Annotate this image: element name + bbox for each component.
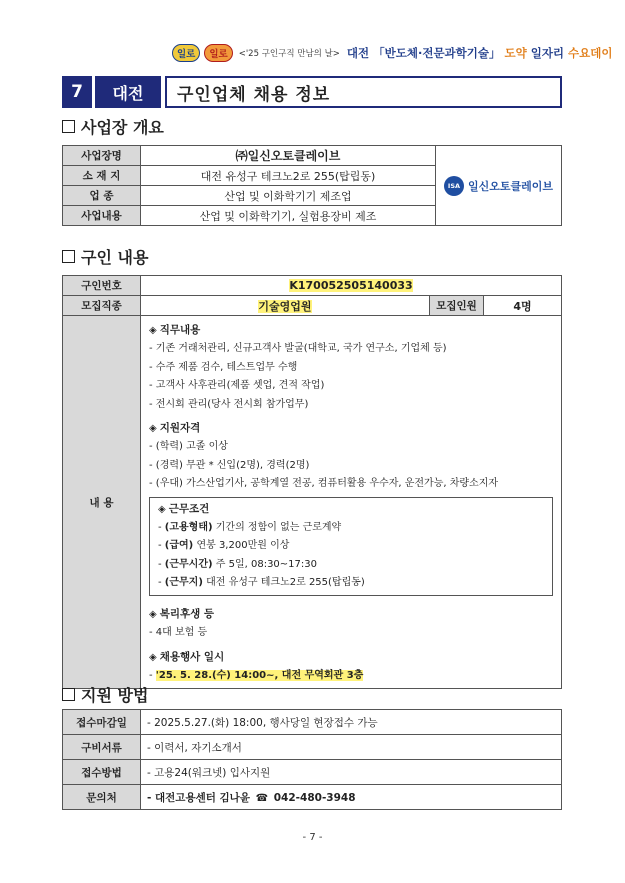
recruit-table [62,275,562,689]
cond-title: ◈ 근무조건 [158,502,210,515]
recruit-id-cell [141,276,562,296]
duty-item: - 기존 거래처관리, 신규고객사 발굴(대학교, 국가 연구소, 기업체 등) [149,343,447,355]
duty-item: - 수주 제품 검수, 테스트업무 수행 [149,361,298,373]
banner-title-part: 수요데이 [568,46,613,60]
welfare-item: - 4대 보험 등 [149,627,208,639]
recruit-id: K170052505140033 [289,279,413,292]
banner-title-part: 대전 [346,46,370,60]
overview-table [62,145,562,226]
contact-name: - 대전고용센터 김나윤 [147,791,250,804]
square-bullet-icon [62,250,75,263]
cond-item: - (급여) 연봉 3,200만원 이상 [158,540,290,552]
banner-badge-1: 일로 [172,44,200,62]
apply-label: 접수방법 [63,760,141,785]
cond-item: - (근무시간) 주 5일, 08:30~17:30 [158,558,317,570]
apply-heading [62,683,148,706]
section-number: 7 [62,76,92,108]
recruit-heading-text: 구인 내용 [81,248,149,267]
event-datetime: '25. 5. 28.(수) 14:00~, 대전 무역회관 3층 [155,669,364,681]
qual-title: ◈ 지원자격 [149,422,201,435]
square-bullet-icon [62,120,75,133]
company-logo [444,176,553,196]
overview-label: 사업내용 [63,206,141,226]
job-label: 모집직종 [63,296,141,316]
banner-title-part: 「반도체·전문과학기술」 [373,46,501,60]
diamond-bullet-icon: ◈ [149,325,157,336]
logo-text: 일신오토클레이브 [467,179,553,193]
overview-value: 산업 및 이화학기기, 실험용장비 제조 [141,206,436,226]
diamond-bullet-icon: ◈ [149,608,157,620]
apply-label: 구비서류 [63,735,141,760]
apply-table [62,709,562,810]
event-item: - '25. 5. 28.(수) 14:00~, 대전 무역회관 3층 [149,669,364,681]
apply-value: - 고용24(워크넷) 입사지원 [141,760,562,785]
recruit-heading [62,245,148,268]
job-cell [141,296,430,316]
event-banner [172,42,613,64]
banner-title-part: 일자리 [530,46,565,60]
welfare-title: ◈ 복리후생 등 [149,607,215,620]
company-name: ㈜일신오토클레이브 [141,146,436,166]
overview-heading [62,115,164,138]
duties-title: ◈ 직무내용 [149,324,201,336]
overview-value: 대전 유성구 테크노2로 255(탑립동) [141,166,436,186]
contact-value [141,785,562,810]
apply-heading-text: 지원 방법 [81,686,149,705]
duty-item: - 고객사 사후관리(제품 셋업, 견적 작업) [149,380,325,392]
diamond-bullet-icon: ◈ [149,651,157,663]
contact-phone: 042-480-3948 [273,791,356,804]
section-region: 대전 [95,76,161,108]
section-title: 구인업체 채용 정보 [165,76,562,108]
apply-value: - 2025.5.27.(화) 18:00, 행사당일 현장접수 가능 [141,710,562,735]
apply-value: - 이력서, 자기소개서 [141,735,562,760]
duty-item: - 전시회 관리(당사 전시회 참가업무) [149,398,309,410]
cond-item: - (고용형태) 기간의 정함이 없는 근로계약 [158,522,342,534]
diamond-bullet-icon: ◈ [158,503,166,515]
conditions-box [149,497,553,596]
logo-mark-icon: ISA [444,176,464,196]
apply-label: 접수마감일 [63,710,141,735]
banner-title-part: 도약 [504,46,527,60]
overview-label: 소 재 지 [63,166,141,186]
qual-item: - (경력) 무관 * 신입(2명), 경력(2명) [149,459,310,471]
logo-cell [436,146,562,226]
overview-heading-text: 사업장 개요 [81,118,164,137]
cond-item: - (근무지) 대전 유성구 테크노2로 255(탑립동) [158,577,365,589]
square-bullet-icon [62,688,75,701]
banner-badge-2: 일로 [204,44,232,62]
qual-item: - (학력) 고졸 이상 [149,441,228,453]
page-number: - 7 - [302,832,323,843]
overview-label: 사업장명 [63,146,141,166]
contact-label: 문의처 [63,785,141,810]
content-label: 내 용 [63,316,141,689]
count-label: 모집인원 [430,296,484,316]
count-value: 4명 [484,296,562,316]
overview-value: 산업 및 이화학기기 제조업 [141,186,436,206]
phone-icon: ☎ [255,792,269,804]
section-title-row [62,76,562,108]
banner-subtitle: <'25 구인구직 만남의 날> [238,49,340,59]
overview-label: 업 종 [63,186,141,206]
event-title: ◈ 채용행사 일시 [149,650,225,663]
qual-item: - (우대) 가스산업기사, 공학계열 전공, 컴퓨터활용 우수자, 운전가능, 차량소지자 [149,478,499,490]
diamond-bullet-icon: ◈ [149,423,157,435]
recruit-id-label: 구인번호 [63,276,141,296]
job-title: 기술영업원 [258,299,312,313]
content-cell [141,316,562,689]
